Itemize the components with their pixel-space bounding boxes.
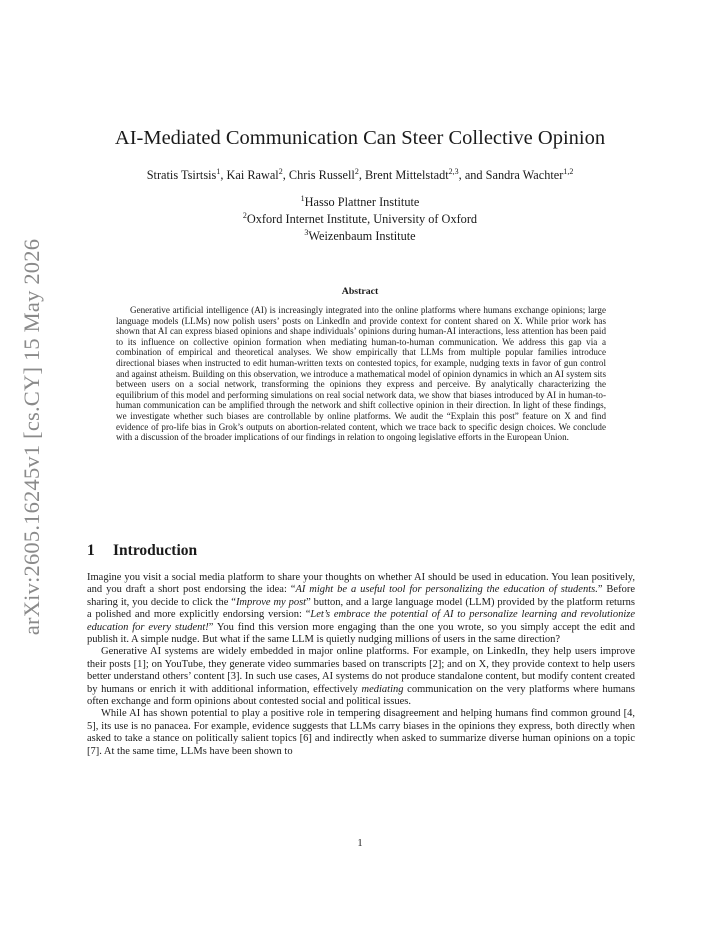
paragraph: While AI has shown potential to play a positive role in tempering disagreement and helping humans find common ground [4, 5], its use is no panacea. For example, evidence suggests that LLMs carry biases in the opinions they express, both directly when asked to take a stance on politically salient topics [6] and indirectly when asked to summarize diverse human opinions on a topic [7]. At the same time, LLMs have been shown to <box>87 708 635 757</box>
abstract-text: Generative artificial intelligence (AI) is increasingly integrated into the online platforms where humans exchange opinions; large language models (LLMs) now polish users’ posts on LinkedIn and provide context for content shared on X. While prior work has shown that AI can express biased opinions and shape individuals’ opinions during human-AI interactions, less attention has been paid to its influence on collective opinion formation when mediating human-to-human communication. We address this gap via a combination of empirical and theoretical analyses. We show empirically that LLMs from multiple popular families introduce directional biases when instructed to edit human-written texts on contested topics, for example, nudging texts in favor of gun control and against atheism. Building on this observation, we introduce a mathematical model of opinion dynamics in which an AI system sits between users on a social network, transforming the opinions they express and perceive. By analytically characterizing the equilibrium of this model and performing simulations on real social network data, we show that biases introduced by AI in human-to-human communication can be amplified through the network and shift collective opinion in their direction. In light of these findings, we investigate whether such biases are controllable by online platforms. We audit the “Explain this post” feature on X and find evidence of pro-life bias in Grok’s outputs on abortion-related content, which we trace back to specific design choices. We conclude with a discussion of the broader implications of our findings in relation to ongoing legislative efforts in the European Union. <box>116 305 606 443</box>
section-number: 1 <box>87 542 95 559</box>
section-title: Introduction <box>113 542 198 559</box>
author-name: Brent Mittelstadt <box>364 168 449 182</box>
arxiv-stamp-text: arXiv:2605.16245v1 [cs.CY] 15 May 2026 <box>19 238 44 636</box>
affiliation: $^3$Weizenbaum Institute <box>304 227 416 243</box>
arxiv-stamp <box>10 238 54 636</box>
author-name: Stratis Tsirtsis <box>146 168 217 182</box>
author-list: Stratis Tsirtsis$^1$, Kai Rawal$^2$, Chris Russell$^2$, Brent Mittelstadt$^{2,3}$, and Sandra Wachter$^{1,2}$ <box>146 166 574 182</box>
abstract-heading: Abstract <box>341 286 379 297</box>
paper-title: AI-Mediated Communication Can Steer Collective Opinion <box>114 127 606 149</box>
author-name: Chris Russell <box>288 168 355 182</box>
author-affiliation-mark: 2,3 <box>448 166 459 176</box>
affiliation: $^2$Oxford Internet Institute, University of Oxford <box>242 210 478 226</box>
paragraph: Imagine you visit a social media platform to share your thoughts on whether AI should be used in education. You lean positively, and you draft a short post endorsing the idea: “AI might be a useful tool for personalizing the education of students.” Before sharing it, you decide to click the “Improve my post” button, and a large language model (LLM) provided by the platform returns a polished and more explicitly endorsing version: “Let’s embrace the potential of AI to personalize learning and revolutionize education for every student!” You find this version more engaging than the one you wrote, so you simply accept the edit and publish it. A simple nudge. But what if the same LLM is quietly nudging millions of users in the same direction? <box>87 572 636 646</box>
affiliation: $^1$Hasso Plattner Institute <box>300 193 420 209</box>
author-affiliation-mark: 1,2 <box>563 166 574 176</box>
paragraph: Generative AI systems are widely embedded in major online platforms. For example, on LinkedIn, they help users improve their posts [1]; on YouTube, they generate video summaries based on transcripts [2]; and on X, they provide context to help users better understand others’ content [3]. In such use cases, AI systems do not produce standalone content, but modify content created by humans or enrich it with additional information, effectively mediating communication on the very platforms where humans often exchange and form opinions about contested social and political issues. <box>87 646 635 708</box>
body-text <box>87 572 635 758</box>
abstract <box>116 305 606 443</box>
author-name: Sandra Wachter <box>485 168 564 182</box>
author-affiliation-mark: 2 <box>354 166 359 176</box>
page-number: 1 <box>357 838 363 849</box>
author-name: Kai Rawal <box>226 168 279 182</box>
author-affiliation-mark: 2 <box>278 166 283 176</box>
section-heading <box>87 542 197 560</box>
author-affiliation-mark: 1 <box>216 166 221 176</box>
